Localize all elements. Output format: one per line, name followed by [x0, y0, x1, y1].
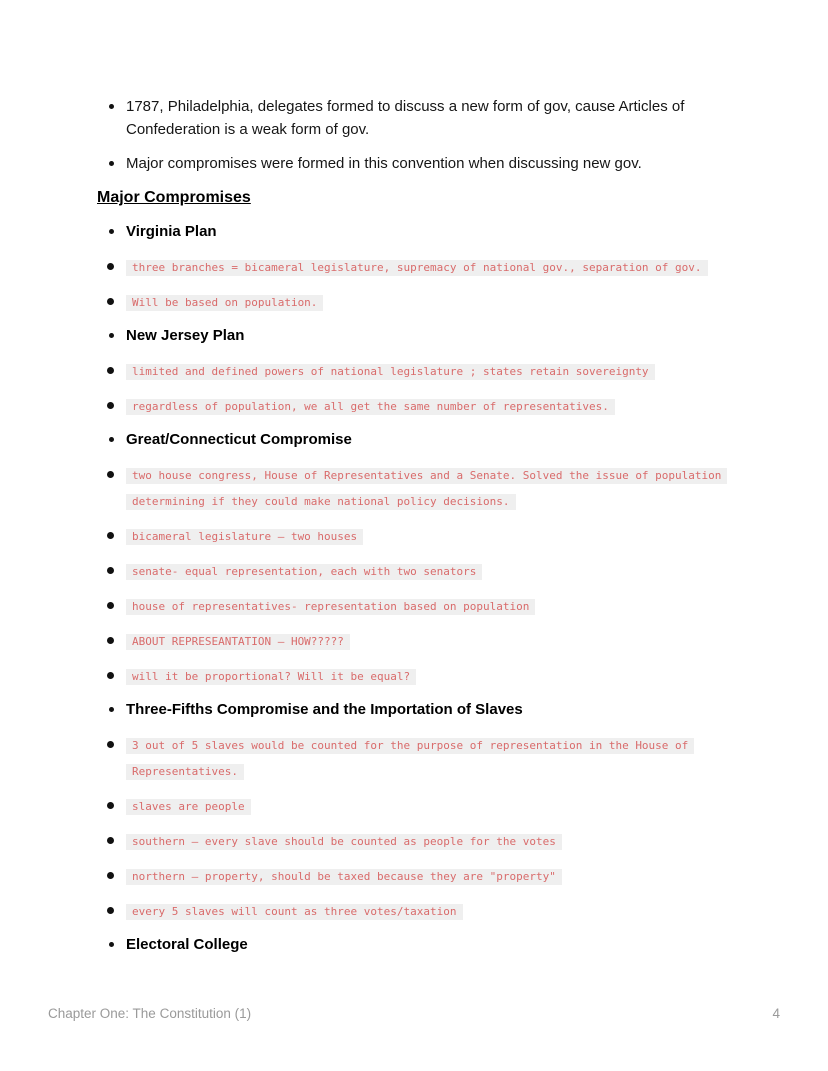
- list-item: [97, 523, 731, 549]
- bullet-icon: [107, 741, 114, 748]
- list-item: [97, 95, 731, 141]
- footer-title: Chapter One: The Constitution (1): [48, 1006, 252, 1021]
- item-text: Great/Connecticut Compromise: [126, 431, 352, 448]
- code-note-text: senate- equal representation, each with two senators: [126, 564, 482, 580]
- list-item: [97, 663, 731, 689]
- bullet-icon: [107, 802, 114, 809]
- list-item: [97, 220, 731, 243]
- item-text: Major compromises were formed in this convention when discussing new gov.: [126, 155, 642, 172]
- code-note-text: limited and defined powers of national legislature ; states retain sovereignty: [126, 364, 655, 380]
- code-note-text: two house congress, House of Representatives and a Senate. Solved the issue of population determining if they could make national policy decisions.: [126, 468, 727, 510]
- bullet-icon: [107, 263, 114, 270]
- code-note-text: every 5 slaves will count as three votes/taxation: [126, 904, 463, 920]
- bullet-icon: [107, 298, 114, 305]
- item-text: [126, 254, 731, 280]
- item-text: [126, 898, 731, 924]
- list-item: [97, 289, 731, 315]
- code-note-text: house of representatives- representation based on population: [126, 599, 535, 615]
- item-text: [126, 289, 731, 315]
- list-item: [97, 732, 731, 784]
- bullet-icon: [109, 437, 114, 442]
- item-text: [126, 732, 731, 784]
- bullet-icon: [107, 532, 114, 539]
- bullet-icon: [107, 907, 114, 914]
- list-item: [97, 898, 731, 924]
- content-area: [97, 95, 731, 967]
- item-text: [126, 393, 731, 419]
- footer: [48, 1005, 780, 1022]
- list-item: [97, 428, 731, 451]
- bullet-icon: [107, 602, 114, 609]
- bullet-icon: [107, 367, 114, 374]
- section-heading: [97, 186, 731, 209]
- bullet-icon: [109, 333, 114, 338]
- list-item: [97, 324, 731, 347]
- item-text: [126, 828, 731, 854]
- list-item: [97, 828, 731, 854]
- item-text: [126, 628, 731, 654]
- bullet-icon: [109, 161, 114, 166]
- list-item: [97, 593, 731, 619]
- item-text: [126, 663, 731, 689]
- code-note-text: Will be based on population.: [126, 295, 323, 311]
- list-item: [97, 793, 731, 819]
- bullet-icon: [107, 672, 114, 679]
- bullet-icon: [109, 104, 114, 109]
- item-text: Three-Fifths Compromise and the Importation of Slaves: [126, 701, 523, 718]
- item-text: Electoral College: [126, 936, 248, 953]
- section-heading-text: Major Compromises: [97, 189, 251, 206]
- item-text: [126, 593, 731, 619]
- code-note-text: will it be proportional? Will it be equal?: [126, 669, 416, 685]
- bullet-icon: [107, 402, 114, 409]
- item-text: [126, 793, 731, 819]
- list-item: [97, 863, 731, 889]
- page-number: 4: [772, 1006, 780, 1021]
- list-item: [97, 628, 731, 654]
- code-note-text: bicameral legislature – two houses: [126, 529, 363, 545]
- list-item: [97, 152, 731, 175]
- bullet-icon: [109, 707, 114, 712]
- code-note-text: slaves are people: [126, 799, 251, 815]
- bullet-icon: [109, 942, 114, 947]
- item-text: [126, 523, 731, 549]
- item-text: 1787, Philadelphia, delegates formed to discuss a new form of gov, cause Articles of Confederation is a weak form of gov.: [126, 98, 685, 138]
- list-item: [97, 558, 731, 584]
- bullet-icon: [107, 637, 114, 644]
- list-item: [97, 254, 731, 280]
- list-item: [97, 358, 731, 384]
- item-text: Virginia Plan: [126, 223, 217, 240]
- code-note-text: three branches = bicameral legislature, supremacy of national gov., separation of gov.: [126, 260, 708, 276]
- bullet-icon: [109, 229, 114, 234]
- bullet-icon: [107, 471, 114, 478]
- code-note-text: regardless of population, we all get the same number of representatives.: [126, 399, 615, 415]
- item-text: [97, 186, 731, 209]
- list-item: [97, 462, 731, 514]
- code-note-text: southern – every slave should be counted as people for the votes: [126, 834, 562, 850]
- list-item: [97, 393, 731, 419]
- code-note-text: northern – property, should be taxed because they are "property": [126, 869, 562, 885]
- item-text: [126, 863, 731, 889]
- item-text: [126, 358, 731, 384]
- item-text: [126, 558, 731, 584]
- item-text: New Jersey Plan: [126, 327, 245, 344]
- item-text: [126, 462, 731, 514]
- code-note-text: ABOUT REPRESEANTATION – HOW?????: [126, 634, 350, 650]
- bullet-icon: [107, 872, 114, 879]
- bullet-icon: [107, 567, 114, 574]
- bullet-icon: [107, 837, 114, 844]
- list-item: [97, 698, 731, 721]
- list-item: [97, 933, 731, 956]
- code-note-text: 3 out of 5 slaves would be counted for the purpose of representation in the House of Representatives.: [126, 738, 694, 780]
